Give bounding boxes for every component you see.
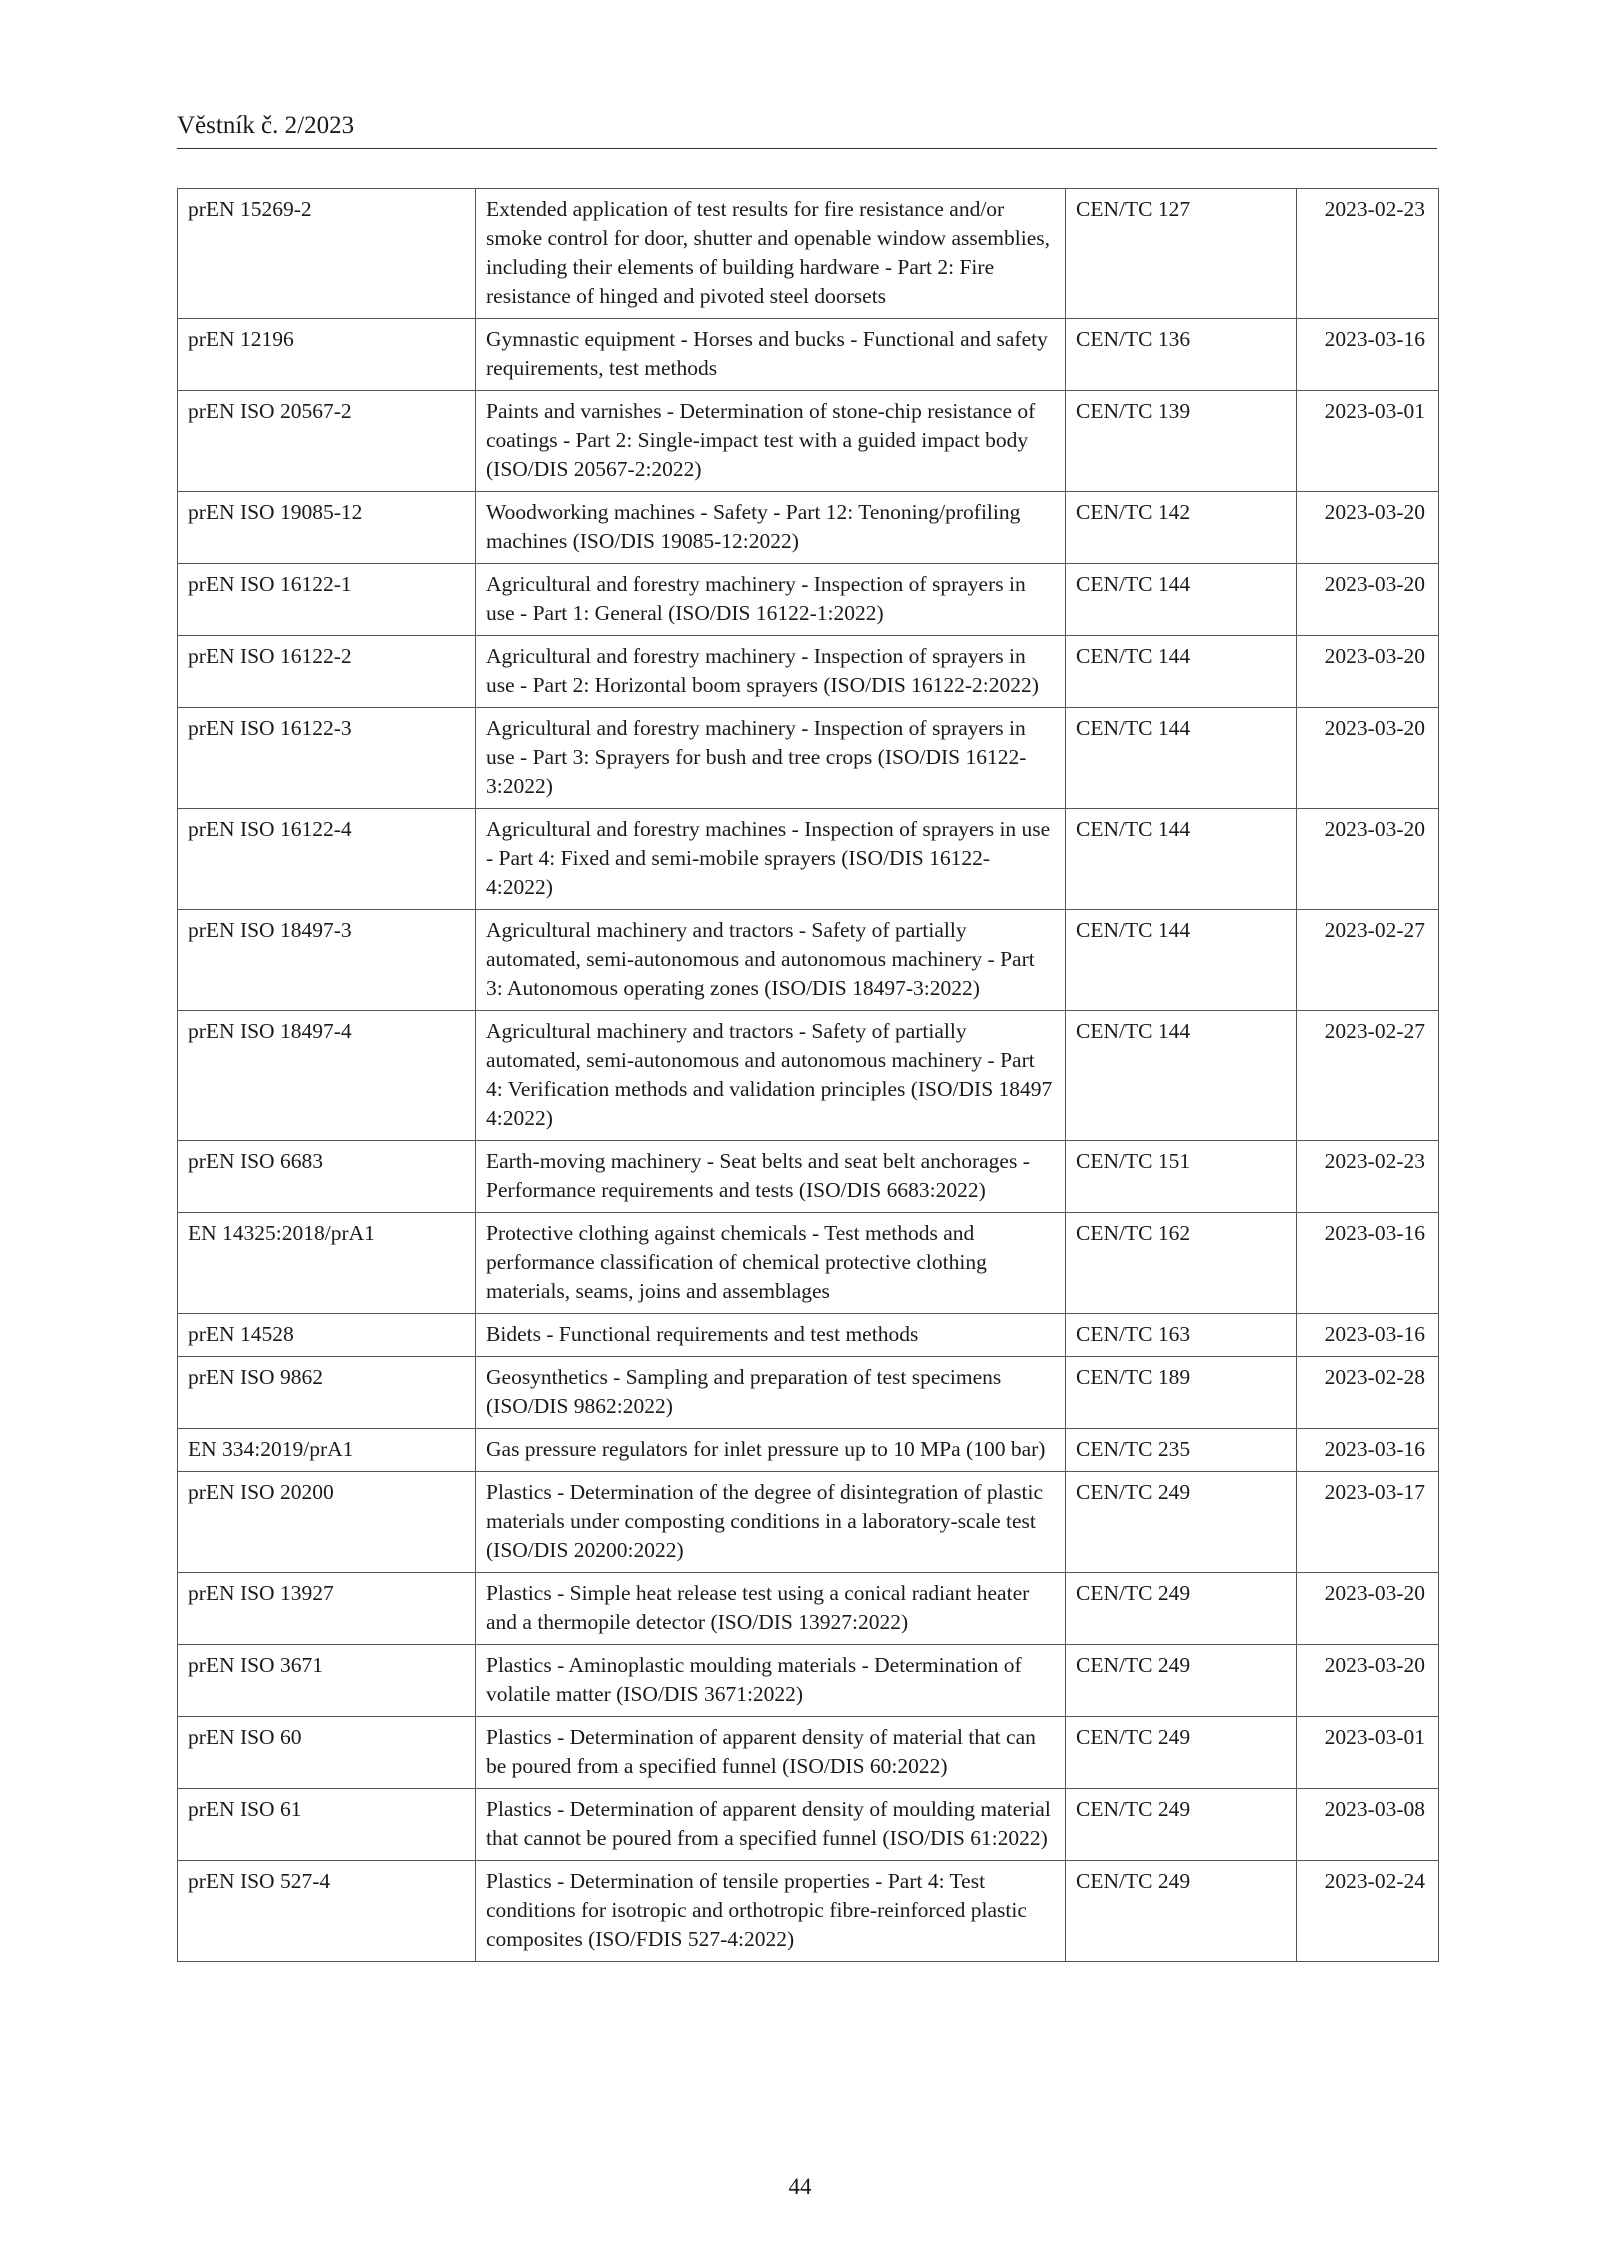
technical-committee: CEN/TC 249 — [1066, 1717, 1297, 1789]
technical-committee: CEN/TC 144 — [1066, 708, 1297, 809]
deadline-date: 2023-03-20 — [1297, 636, 1439, 708]
standard-title: Plastics - Determination of tensile properties - Part 4: Test conditions for isotropic and orthotropic fibre-reinforced plastic composites (ISO/FDIS 527-4:2022) — [476, 1861, 1066, 1962]
table-row — [178, 1573, 1439, 1645]
table-body — [178, 189, 1439, 1962]
deadline-date: 2023-03-16 — [1297, 1314, 1439, 1357]
table-row — [178, 492, 1439, 564]
technical-committee: CEN/TC 162 — [1066, 1213, 1297, 1314]
table-row — [178, 319, 1439, 391]
deadline-date: 2023-02-23 — [1297, 189, 1439, 319]
standard-reference: prEN ISO 61 — [178, 1789, 476, 1861]
standard-reference: prEN ISO 16122-3 — [178, 708, 476, 809]
technical-committee: CEN/TC 249 — [1066, 1645, 1297, 1717]
deadline-date: 2023-02-24 — [1297, 1861, 1439, 1962]
standard-reference: prEN ISO 9862 — [178, 1357, 476, 1429]
table-row — [178, 1717, 1439, 1789]
standard-reference: EN 334:2019/prA1 — [178, 1429, 476, 1472]
technical-committee: CEN/TC 151 — [1066, 1141, 1297, 1213]
table-row — [178, 1429, 1439, 1472]
technical-committee: CEN/TC 139 — [1066, 391, 1297, 492]
standard-title: Plastics - Determination of apparent density of moulding material that cannot be poured from a specified funnel (ISO/DIS 61:2022) — [476, 1789, 1066, 1861]
table-row — [178, 910, 1439, 1011]
standard-title: Plastics - Determination of apparent density of material that can be poured from a specified funnel (ISO/DIS 60:2022) — [476, 1717, 1066, 1789]
standard-reference: prEN 14528 — [178, 1314, 476, 1357]
standard-reference: prEN ISO 13927 — [178, 1573, 476, 1645]
standard-title: Agricultural and forestry machinery - Inspection of sprayers in use - Part 2: Horizontal boom sprayers (ISO/DIS 16122-2:2022) — [476, 636, 1066, 708]
journal-title: Věstník č. 2/2023 — [177, 112, 355, 139]
technical-committee: CEN/TC 249 — [1066, 1789, 1297, 1861]
table-row — [178, 1011, 1439, 1141]
table-row — [178, 189, 1439, 319]
deadline-date: 2023-03-20 — [1297, 1573, 1439, 1645]
table-row — [178, 1472, 1439, 1573]
deadline-date: 2023-02-27 — [1297, 910, 1439, 1011]
deadline-date: 2023-02-28 — [1297, 1357, 1439, 1429]
standard-reference: prEN ISO 16122-4 — [178, 809, 476, 910]
table-row — [178, 809, 1439, 910]
deadline-date: 2023-03-20 — [1297, 809, 1439, 910]
standard-reference: prEN ISO 20200 — [178, 1472, 476, 1573]
standard-title: Gymnastic equipment - Horses and bucks - Functional and safety requirements, test methods — [476, 319, 1066, 391]
table-row — [178, 391, 1439, 492]
standard-title: Bidets - Functional requirements and test methods — [476, 1314, 1066, 1357]
standard-reference: prEN ISO 60 — [178, 1717, 476, 1789]
standard-reference: prEN ISO 18497-4 — [178, 1011, 476, 1141]
technical-committee: CEN/TC 189 — [1066, 1357, 1297, 1429]
deadline-date: 2023-03-20 — [1297, 492, 1439, 564]
standard-reference: EN 14325:2018/prA1 — [178, 1213, 476, 1314]
technical-committee: CEN/TC 235 — [1066, 1429, 1297, 1472]
technical-committee: CEN/TC 249 — [1066, 1573, 1297, 1645]
standard-title: Plastics - Aminoplastic moulding materials - Determination of volatile matter (ISO/DIS 3671:2022) — [476, 1645, 1066, 1717]
table-row — [178, 1213, 1439, 1314]
technical-committee: CEN/TC 127 — [1066, 189, 1297, 319]
table-row — [178, 636, 1439, 708]
table-row — [178, 1861, 1439, 1962]
deadline-date: 2023-03-17 — [1297, 1472, 1439, 1573]
table-row — [178, 564, 1439, 636]
standard-reference: prEN ISO 527-4 — [178, 1861, 476, 1962]
standard-title: Agricultural machinery and tractors - Safety of partially automated, semi-autonomous and autonomous machinery - Part 4: Verification methods and validation principles (ISO/DIS 18497 4:2022) — [476, 1011, 1066, 1141]
standard-title: Paints and varnishes - Determination of stone-chip resistance of coatings - Part 2: Single-impact test with a guided impact body (ISO/DIS 20567-2:2022) — [476, 391, 1066, 492]
standard-reference: prEN ISO 18497-3 — [178, 910, 476, 1011]
deadline-date: 2023-02-23 — [1297, 1141, 1439, 1213]
standard-reference: prEN ISO 6683 — [178, 1141, 476, 1213]
deadline-date: 2023-03-16 — [1297, 1213, 1439, 1314]
standard-reference: prEN 15269-2 — [178, 189, 476, 319]
standard-title: Extended application of test results for fire resistance and/or smoke control for door, shutter and openable window assemblies, including their elements of building hardware - Part 2: Fire resistance of hinged and pivoted steel doorsets — [476, 189, 1066, 319]
standard-reference: prEN ISO 3671 — [178, 1645, 476, 1717]
table-row — [178, 1789, 1439, 1861]
standard-reference: prEN ISO 16122-2 — [178, 636, 476, 708]
technical-committee: CEN/TC 142 — [1066, 492, 1297, 564]
standard-title: Agricultural machinery and tractors - Safety of partially automated, semi-autonomous and autonomous machinery - Part 3: Autonomous operating zones (ISO/DIS 18497-3:2022) — [476, 910, 1066, 1011]
technical-committee: CEN/TC 144 — [1066, 1011, 1297, 1141]
standard-title: Agricultural and forestry machines - Inspection of sprayers in use - Part 4: Fixed and semi-mobile sprayers (ISO/DIS 16122-4:2022) — [476, 809, 1066, 910]
technical-committee: CEN/TC 163 — [1066, 1314, 1297, 1357]
technical-committee: CEN/TC 144 — [1066, 809, 1297, 910]
table-row — [178, 1645, 1439, 1717]
standard-title: Earth-moving machinery - Seat belts and seat belt anchorages - Performance requirements and tests (ISO/DIS 6683:2022) — [476, 1141, 1066, 1213]
deadline-date: 2023-03-16 — [1297, 319, 1439, 391]
technical-committee: CEN/TC 144 — [1066, 564, 1297, 636]
technical-committee: CEN/TC 249 — [1066, 1861, 1297, 1962]
standard-title: Geosynthetics - Sampling and preparation of test specimens (ISO/DIS 9862:2022) — [476, 1357, 1066, 1429]
deadline-date: 2023-03-16 — [1297, 1429, 1439, 1472]
standard-reference: prEN ISO 19085-12 — [178, 492, 476, 564]
standard-reference: prEN 12196 — [178, 319, 476, 391]
deadline-date: 2023-03-20 — [1297, 1645, 1439, 1717]
table-row — [178, 1357, 1439, 1429]
standard-reference: prEN ISO 16122-1 — [178, 564, 476, 636]
page-number: 44 — [788, 2174, 812, 2199]
technical-committee: CEN/TC 144 — [1066, 910, 1297, 1011]
standard-reference: prEN ISO 20567-2 — [178, 391, 476, 492]
technical-committee: CEN/TC 249 — [1066, 1472, 1297, 1573]
deadline-date: 2023-03-01 — [1297, 1717, 1439, 1789]
standard-title: Agricultural and forestry machinery - Inspection of sprayers in use - Part 1: General (ISO/DIS 16122-1:2022) — [476, 564, 1066, 636]
standard-title: Gas pressure regulators for inlet pressure up to 10 MPa (100 bar) — [476, 1429, 1066, 1472]
page-header — [177, 112, 1437, 149]
table-row — [178, 1141, 1439, 1213]
deadline-date: 2023-03-20 — [1297, 708, 1439, 809]
deadline-date: 2023-03-01 — [1297, 391, 1439, 492]
deadline-date: 2023-03-08 — [1297, 1789, 1439, 1861]
technical-committee: CEN/TC 144 — [1066, 636, 1297, 708]
table-row — [178, 708, 1439, 809]
standard-title: Plastics - Determination of the degree of disintegration of plastic materials under composting conditions in a laboratory-scale test (ISO/DIS 20200:2022) — [476, 1472, 1066, 1573]
standard-title: Agricultural and forestry machinery - Inspection of sprayers in use - Part 3: Sprayers for bush and tree crops (ISO/DIS 16122-3:2022) — [476, 708, 1066, 809]
deadline-date: 2023-03-20 — [1297, 564, 1439, 636]
standard-title: Woodworking machines - Safety - Part 12: Tenoning/profiling machines (ISO/DIS 19085-12:2022) — [476, 492, 1066, 564]
table-row — [178, 1314, 1439, 1357]
standard-title: Protective clothing against chemicals - Test methods and performance classification of chemical protective clothing materials, seams, joins and assemblages — [476, 1213, 1066, 1314]
standards-table — [177, 188, 1439, 1962]
technical-committee: CEN/TC 136 — [1066, 319, 1297, 391]
deadline-date: 2023-02-27 — [1297, 1011, 1439, 1141]
standard-title: Plastics - Simple heat release test using a conical radiant heater and a thermopile detector (ISO/DIS 13927:2022) — [476, 1573, 1066, 1645]
